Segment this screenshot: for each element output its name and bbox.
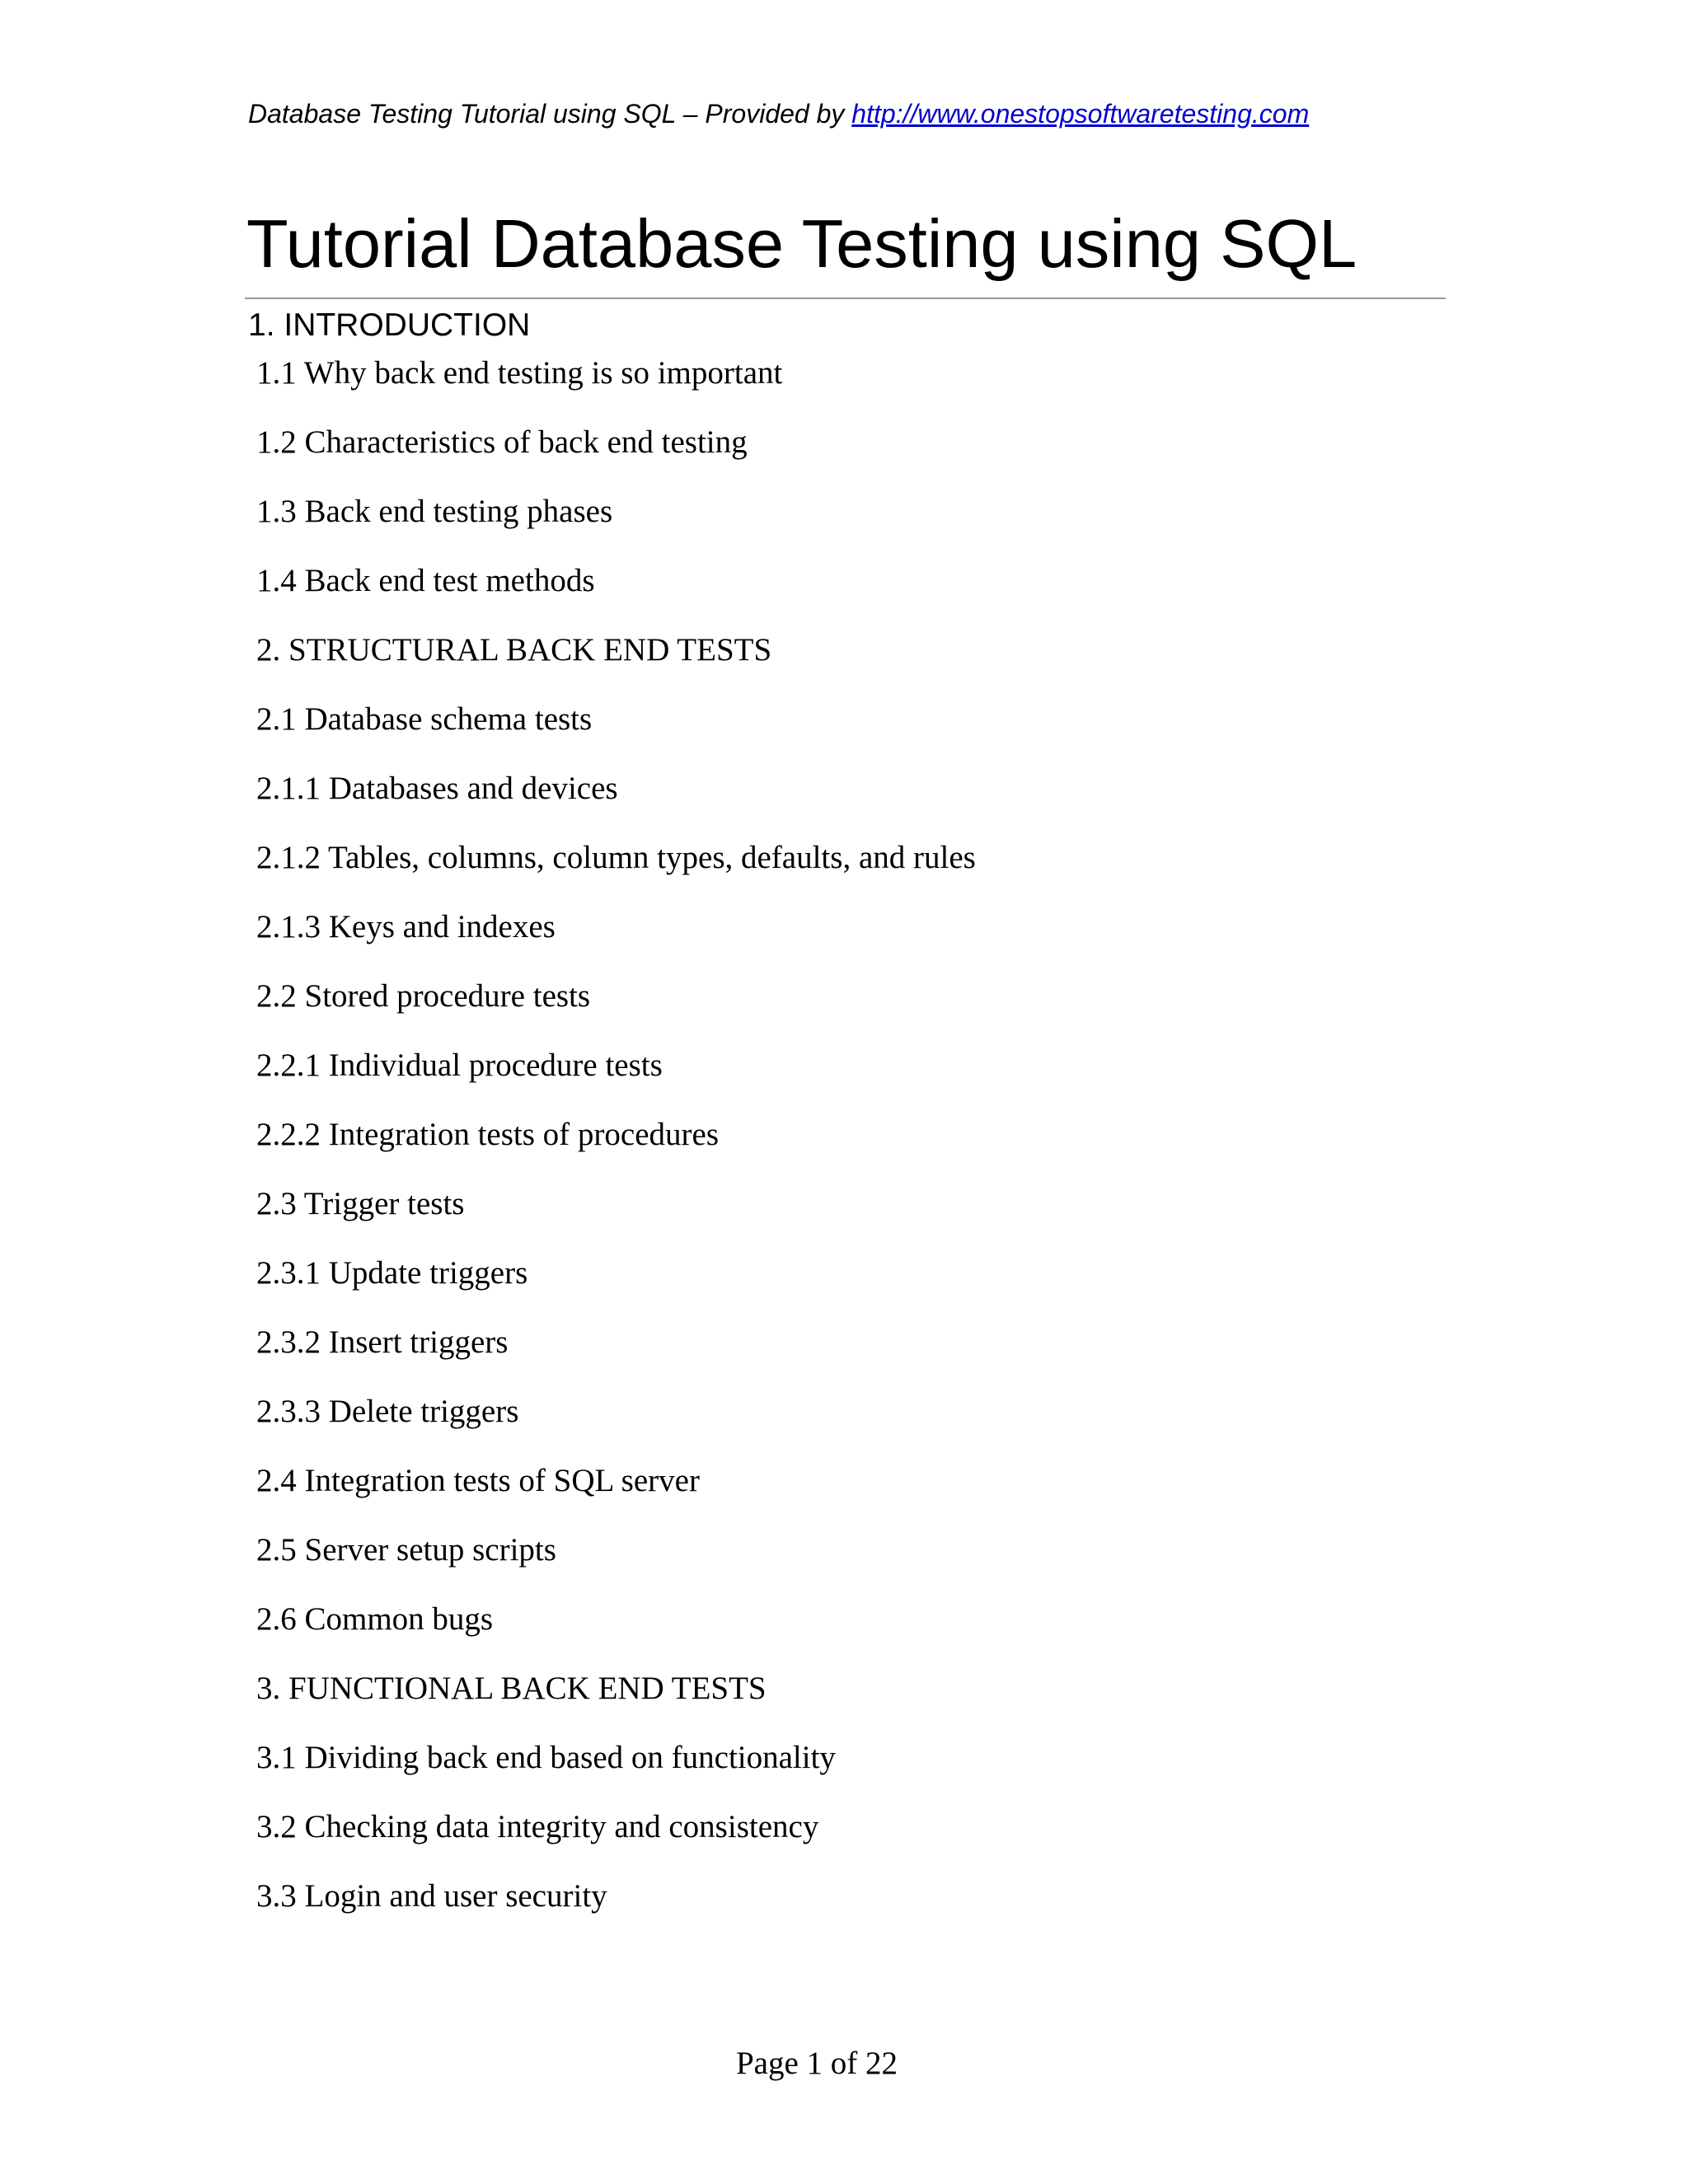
toc-item: 2.4 Integration tests of SQL server: [256, 1463, 700, 1498]
header-link[interactable]: http://www.onestopsoftwaretesting.com: [851, 99, 1310, 129]
toc-item: 3.1 Dividing back end based on functionality: [256, 1740, 836, 1775]
toc-item: 2. STRUCTURAL BACK END TESTS: [256, 632, 772, 668]
toc-item: 1.1 Why back end testing is so important: [256, 355, 783, 391]
toc-item: 2.3.2 Insert triggers: [256, 1324, 509, 1360]
toc-item: 2.1.2 Tables, columns, column types, defaults, and rules: [256, 840, 976, 875]
toc-item: 3.2 Checking data integrity and consistency: [256, 1809, 819, 1844]
page-number: Page 1 of 22: [735, 2046, 898, 2081]
toc-item: 3. FUNCTIONAL BACK END TESTS: [256, 1671, 767, 1706]
toc-item: 2.1 Database schema tests: [256, 701, 593, 737]
toc-item: 2.5 Server setup scripts: [256, 1532, 556, 1568]
header-text: Database Testing Tutorial using SQL – Provided by: [248, 99, 852, 129]
toc-item: 2.6 Common bugs: [256, 1601, 494, 1637]
toc-item: 2.1.1 Databases and devices: [256, 771, 618, 806]
toc-item: 2.1.3 Keys and indexes: [256, 909, 556, 944]
toc-item: 2.2.1 Individual procedure tests: [256, 1047, 663, 1083]
toc-item: 2.3.1 Update triggers: [256, 1255, 528, 1291]
toc-item: 1.2 Characteristics of back end testing: [256, 424, 748, 460]
toc-item: 1.4 Back end test methods: [256, 563, 595, 598]
toc-item: 3.3 Login and user security: [256, 1878, 607, 1914]
toc-item: 2.3 Trigger tests: [256, 1186, 465, 1221]
toc-item: 2.3.3 Delete triggers: [256, 1394, 519, 1429]
toc-item: 2.2.2 Integration tests of procedures: [256, 1117, 720, 1152]
title-divider: [245, 298, 1446, 299]
table-of-contents: [256, 350, 976, 1943]
toc-item: 1.3 Back end testing phases: [256, 494, 613, 529]
running-header: [248, 97, 1309, 130]
toc-item: 2.2 Stored procedure tests: [256, 978, 591, 1014]
document-title: Tutorial Database Testing using SQL: [246, 205, 1357, 282]
section-heading: 1. INTRODUCTION: [248, 307, 531, 343]
